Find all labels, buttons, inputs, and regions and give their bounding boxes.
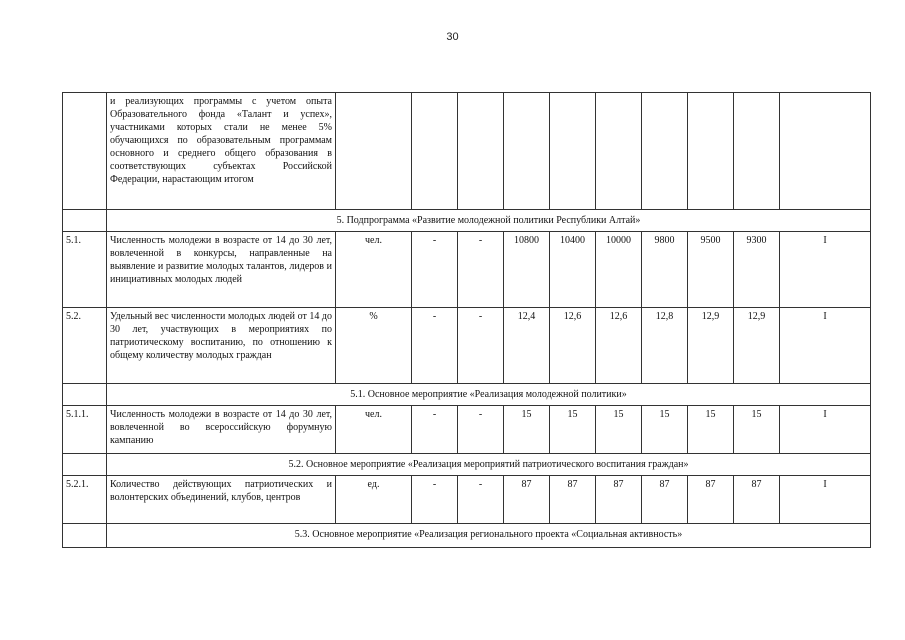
page-number: 30 [446,31,459,43]
cell-value: - [458,308,504,384]
cell-value: 12,9 [688,308,734,384]
section-title-5-3: 5.3. Основное мероприятие «Реализация регионального проекта «Социальная активность» [107,524,871,548]
table-row [63,308,871,384]
table-row [63,232,871,308]
cell-unit: чел. [336,232,412,308]
section-title-5-1: 5.1. Основное мероприятие «Реализация молодежной политики» [107,384,871,406]
cell-value: - [412,232,458,308]
cell-value: 15 [504,406,550,454]
table-row-continuation [63,93,871,210]
cell-value: 10000 [596,232,642,308]
table-row [63,476,871,524]
cell-value: 12,8 [642,308,688,384]
section-row [63,454,871,476]
cell-value: 9300 [734,232,780,308]
cell-value: - [412,406,458,454]
section-row [63,210,871,232]
cell-description: Численность молодежи в возрасте от 14 до 30 лет, вовлеченной в конкурсы, направленные на выявление и развитие молодых талантов, лидеров и инициативных молодых людей [107,232,336,308]
cell-type: I [780,308,871,384]
cell-value: - [412,476,458,524]
cell-value: 15 [688,406,734,454]
cell-value: 12,4 [504,308,550,384]
cell-value: 12,6 [550,308,596,384]
cell-value: 10800 [504,232,550,308]
cell-value: 87 [504,476,550,524]
section-title-5: 5. Подпрограмма «Развитие молодежной политики Республики Алтай» [107,210,871,232]
cell-unit: чел. [336,406,412,454]
cell-value: 9500 [688,232,734,308]
cell-description: Количество действующих патриотических и волонтерских объединений, клубов, центров [107,476,336,524]
cell-unit: % [336,308,412,384]
cell-value: - [458,232,504,308]
cell-value: 87 [596,476,642,524]
table-row [63,406,871,454]
cell-value: 15 [642,406,688,454]
cell-type: I [780,406,871,454]
cell-value: 12,6 [596,308,642,384]
cell-description: и реализующих программы с учетом опыта Образовательного фонда «Талант и успех», участниками которых стали не менее 5% обучающихся по образовательным программам основного и среднего общего образования в соответствующих субъектах Российской Федерации, нарастающим итогом [107,93,336,210]
indicators-table [62,92,871,548]
cell-value: 87 [642,476,688,524]
cell-id: 5.2.1. [63,476,107,524]
cell-id: 5.1.1. [63,406,107,454]
section-row [63,384,871,406]
cell-value: - [458,406,504,454]
cell-value: - [412,308,458,384]
cell-description: Численность молодежи в возрасте от 14 до 30 лет, вовлеченной во всероссийскую форумную кампанию [107,406,336,454]
cell-value: 15 [734,406,780,454]
cell-unit: ед. [336,476,412,524]
section-title-5-2: 5.2. Основное мероприятие «Реализация мероприятий патриотического воспитания граждан» [107,454,871,476]
cell-value: 12,9 [734,308,780,384]
cell-value: 15 [550,406,596,454]
cell-value: 15 [596,406,642,454]
cell-value: 87 [550,476,596,524]
cell-value: 9800 [642,232,688,308]
section-row [63,524,871,548]
cell-id: 5.1. [63,232,107,308]
cell-id: 5.2. [63,308,107,384]
cell-value: 10400 [550,232,596,308]
cell-value: 87 [734,476,780,524]
cell-id [63,93,107,210]
cell-description: Удельный вес численности молодых людей от 14 до 30 лет, участвующих в мероприятиях по патриотическому воспитанию, по отношению к общему количеству молодых граждан [107,308,336,384]
cell-value: 87 [688,476,734,524]
cell-type: I [780,476,871,524]
cell-value: - [458,476,504,524]
cell-type: I [780,232,871,308]
